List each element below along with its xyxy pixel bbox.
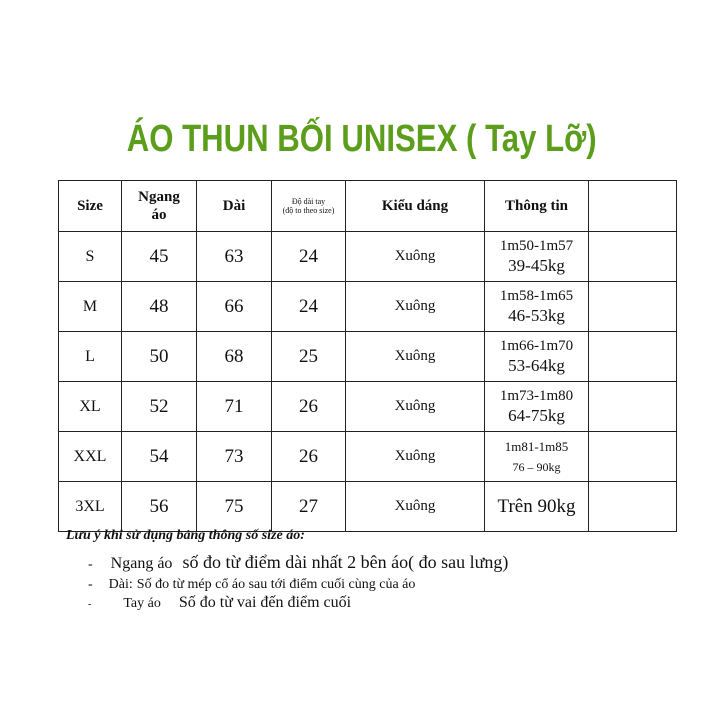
notes-heading: Lưu ý khi sử dụng bảng thông số size áo:	[66, 528, 305, 543]
header-size: Size	[59, 181, 122, 232]
cell-info	[485, 232, 589, 282]
cell-size: XXL	[59, 432, 122, 482]
cell-weight: 76 – 90kg	[512, 459, 561, 474]
header-sleeve-line1: Độ dài tay	[291, 197, 326, 206]
cell-info: Trên 90kg	[485, 482, 589, 532]
cell-size: XL	[59, 382, 122, 432]
cell-weight: 46-53kg	[508, 306, 565, 325]
table-header-row	[59, 181, 677, 232]
cell-extra	[589, 332, 677, 382]
cell-length: 75	[197, 482, 272, 532]
note-label: Dài:	[108, 577, 133, 592]
cell-width: 48	[122, 282, 197, 332]
cell-size: 3XL	[59, 482, 122, 532]
header-length: Dài	[197, 181, 272, 232]
cell-length: 71	[197, 382, 272, 432]
note-item	[88, 552, 508, 573]
cell-extra	[589, 232, 677, 282]
cell-sleeve: 26	[272, 432, 346, 482]
note-bullet: -	[88, 577, 93, 592]
cell-height: 1m81-1m85	[504, 438, 569, 454]
note-bullet: -	[88, 599, 92, 610]
cell-sleeve: 27	[272, 482, 346, 532]
cell-size: L	[59, 332, 122, 382]
cell-sleeve: 24	[272, 232, 346, 282]
cell-width: 52	[122, 382, 197, 432]
header-width-line1: Ngang	[138, 189, 180, 205]
cell-size: M	[59, 282, 122, 332]
cell-width: 45	[122, 232, 197, 282]
cell-height: 1m73-1m80	[499, 388, 574, 404]
table-row	[59, 282, 677, 332]
header-style: Kiểu dáng	[346, 181, 485, 232]
note-label: Ngang áo	[110, 555, 173, 572]
cell-style: Xuông	[346, 332, 485, 382]
page-title: ÁO THUN BỐI UNISEX ( Tay Lỡ)	[126, 118, 597, 160]
cell-sleeve: 26	[272, 382, 346, 432]
cell-info	[485, 282, 589, 332]
table-row	[59, 432, 677, 482]
cell-length: 73	[197, 432, 272, 482]
table-row	[59, 232, 677, 282]
cell-width: 56	[122, 482, 197, 532]
cell-weight: 53-64kg	[508, 356, 565, 375]
size-table	[58, 180, 677, 532]
cell-weight: 39-45kg	[508, 256, 565, 275]
note-text: Số đo từ mép cổ áo sau tới điểm cuối cùng của áo	[136, 577, 416, 592]
table-row	[59, 382, 677, 432]
note-item	[88, 594, 351, 612]
header-sleeve-line2: (độ to theo size)	[282, 206, 335, 215]
cell-style: Xuông	[346, 282, 485, 332]
cell-length: 63	[197, 232, 272, 282]
cell-extra	[589, 282, 677, 332]
cell-style: Xuông	[346, 482, 485, 532]
cell-length: 66	[197, 282, 272, 332]
cell-width: 54	[122, 432, 197, 482]
table-row	[59, 482, 677, 532]
cell-height: 1m50-1m57	[499, 238, 574, 254]
header-info: Thông tin	[485, 181, 589, 232]
note-text: Số đo từ vai đến điểm cuối	[178, 594, 352, 611]
cell-sleeve: 25	[272, 332, 346, 382]
header-width	[122, 181, 197, 232]
cell-size: S	[59, 232, 122, 282]
cell-weight: 64-75kg	[508, 406, 565, 425]
note-text: số đo từ điểm dài nhất 2 bên áo( đo sau lưng)	[182, 552, 509, 572]
cell-height: 1m66-1m70	[499, 338, 574, 354]
cell-style: Xuông	[346, 232, 485, 282]
note-item	[88, 575, 415, 593]
cell-info	[485, 432, 589, 482]
cell-style: Xuông	[346, 382, 485, 432]
cell-width: 50	[122, 332, 197, 382]
cell-info	[485, 382, 589, 432]
note-bullet: -	[88, 557, 93, 572]
note-label: Tay áo	[123, 596, 161, 611]
cell-style: Xuông	[346, 432, 485, 482]
cell-info	[485, 332, 589, 382]
cell-height: 1m58-1m65	[499, 288, 574, 304]
cell-length: 68	[197, 332, 272, 382]
header-extra	[589, 181, 677, 232]
header-width-line2: áo	[151, 207, 167, 223]
cell-sleeve: 24	[272, 282, 346, 332]
cell-extra	[589, 432, 677, 482]
cell-extra	[589, 482, 677, 532]
cell-extra	[589, 382, 677, 432]
table-row	[59, 332, 677, 382]
notes-section	[66, 528, 305, 544]
header-sleeve	[272, 181, 346, 232]
